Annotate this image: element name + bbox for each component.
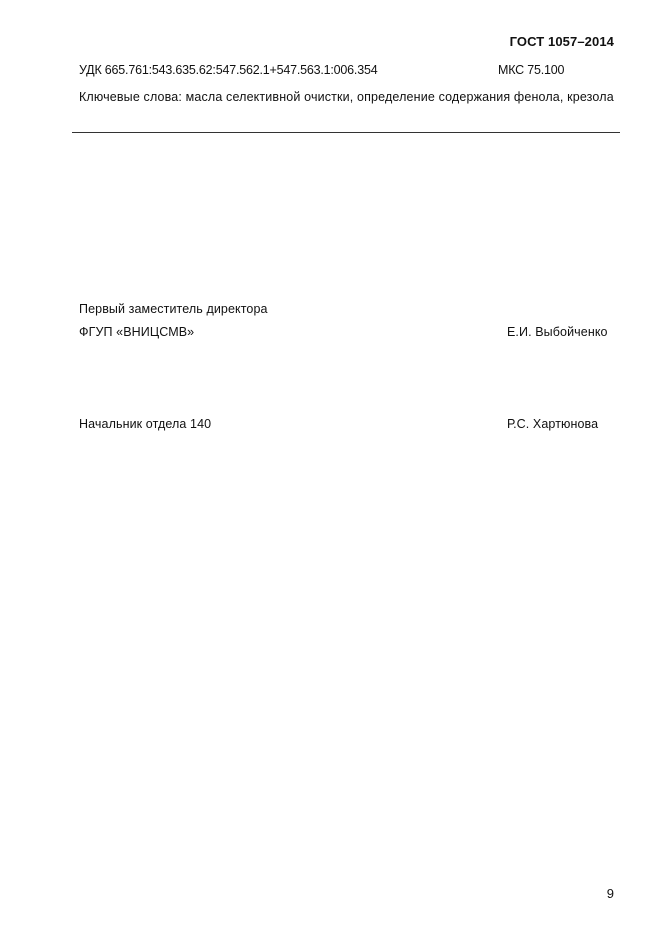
udk-code: УДК 665.761:543.635.62:547.562.1+547.563.1:006.354 (79, 63, 378, 77)
mks-code: МКС 75.100 (498, 63, 565, 77)
signatory-1-name: Е.И. Выбойченко (507, 325, 608, 339)
standard-code: ГОСТ 1057–2014 (509, 34, 614, 49)
signatory-1-position-line2: ФГУП «ВНИЦСМВ» (79, 325, 195, 339)
signatory-2-position: Начальник отдела 140 (79, 417, 212, 431)
keywords-paragraph: Ключевые слова: масла селективной очистки, определение содержания фенола, крезола (79, 90, 614, 104)
signatory-1-position-line1: Первый заместитель директора (79, 302, 268, 316)
signatory-2-name: Р.С. Хартюнова (507, 417, 599, 431)
divider-line (72, 132, 620, 133)
page-number: 9 (606, 886, 614, 901)
